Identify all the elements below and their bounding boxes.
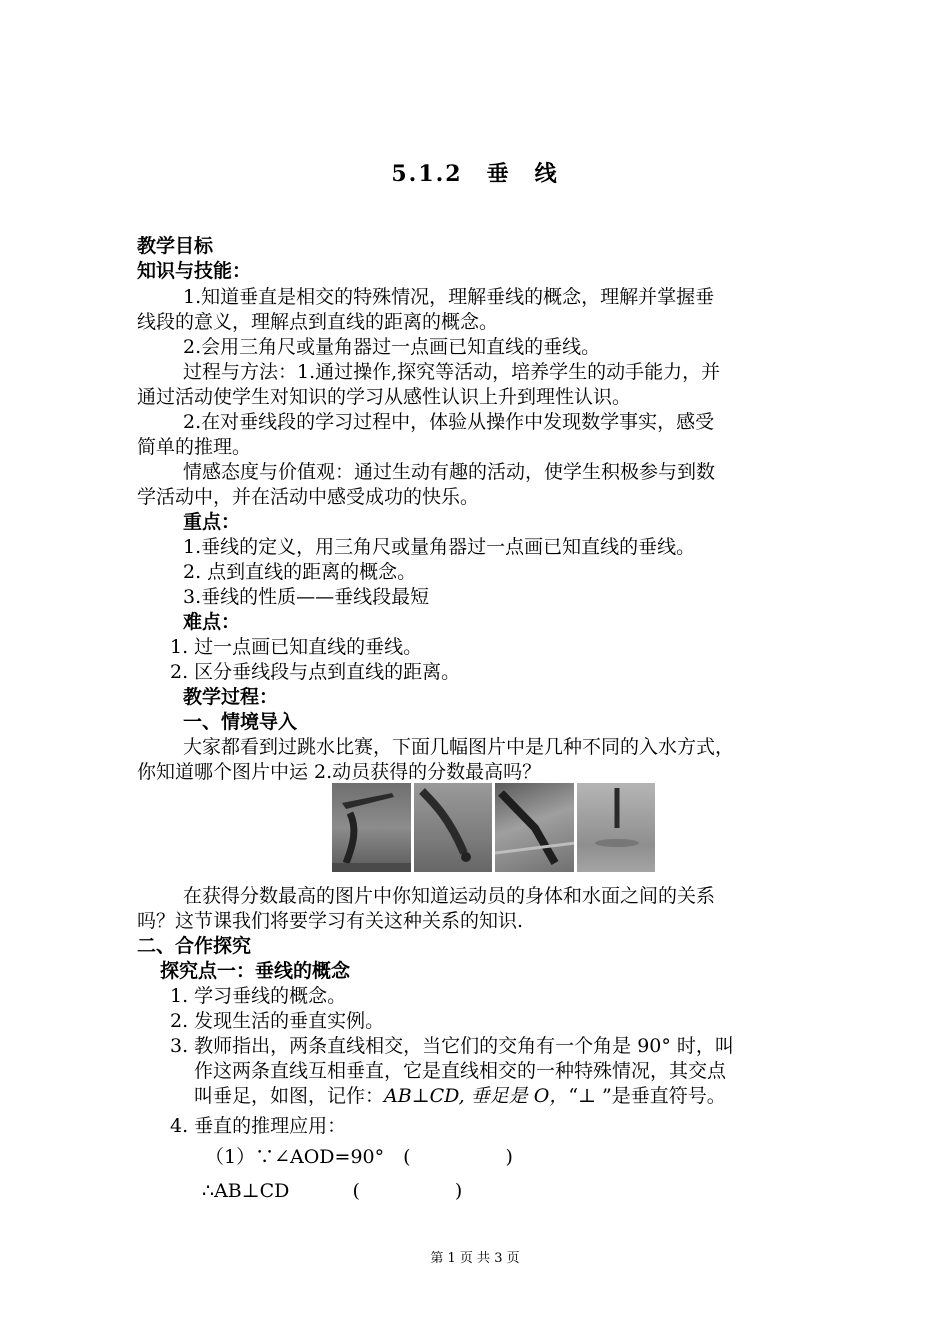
paragraph: 通过活动使学生对知识的学习从感性认识上升到理性认识。 [137, 386, 632, 408]
diving-photo-4 [577, 783, 656, 872]
reasoning-line: ∴AB⊥CD ( ) [202, 1180, 463, 1202]
page-title: 5.1.2 垂 线 [391, 161, 559, 187]
list-item-continuation: 作这两条直线互相垂直，它是直线相交的一种特殊情况，其交点 [194, 1060, 727, 1082]
notation-text: 叫垂足，如图，记作： [194, 1085, 385, 1107]
paragraph: 吗？这节课我们将要学习有关这种关系的知识. [137, 910, 524, 932]
list-item: 1. 学习垂线的概念。 [170, 985, 347, 1007]
subheading-knowledge: 知识与技能： [137, 260, 252, 282]
paragraph: 学活动中，并在活动中感受成功的快乐。 [137, 486, 480, 508]
notation-formula: AB⊥CD, 垂足是 O， [384, 1085, 569, 1107]
paragraph: 线段的意义，理解点到直线的距离的概念。 [137, 311, 499, 333]
paragraph: 在获得分数最高的图片中你知道运动员的身体和水面之间的关系 [183, 885, 716, 907]
subheading-key-points: 重点： [183, 511, 241, 533]
list-item: 2. 点到直线的距离的概念。 [183, 561, 417, 583]
list-item-continuation [194, 1084, 726, 1108]
page-footer: 第 1 页 共 3 页 [430, 1251, 520, 1266]
reasoning-line: （1）∵∠AOD=90° ( ) [205, 1146, 513, 1168]
paragraph: 你知道哪个图片中运 2.动员获得的分数最高吗？ [137, 761, 542, 783]
list-item: 3. 教师指出，两条直线相交，当它们的交角有一个角是 90° 时，叫 [170, 1035, 734, 1057]
list-item: 3.垂线的性质——垂线段最短 [183, 586, 430, 608]
paragraph: 大家都看到过跳水比赛，下面几幅图片中是几种不同的入水方式， [183, 736, 735, 758]
list-item: 1.垂线的定义，用三角尺或量角器过一点画已知直线的垂线。 [183, 536, 696, 558]
list-item: 4. 垂直的推理应用： [170, 1115, 347, 1137]
section-heading-intro: 一、情境导入 [183, 711, 298, 733]
diving-photos [332, 783, 655, 872]
subheading-difficulties: 难点： [183, 611, 241, 633]
diving-photo-3 [495, 783, 574, 872]
section-heading-explore: 二、合作探究 [137, 935, 252, 957]
paragraph: 2.在对垂线段的学习过程中，体验从操作中发现数学事实，感受 [183, 411, 715, 433]
section-heading-objectives: 教学目标 [137, 235, 214, 257]
list-item: 2. 发现生活的垂直实例。 [170, 1010, 385, 1032]
list-item: 1. 过一点画已知直线的垂线。 [170, 636, 423, 658]
subheading-explore-point: 探究点一：垂线的概念 [160, 960, 351, 982]
list-item: 2. 区分垂线段与点到直线的距离。 [170, 661, 461, 683]
paragraph: 情感态度与价值观：通过生动有趣的活动，使学生积极参与到数 [183, 461, 716, 483]
paragraph: 2.会用三角尺或量角器过一点画已知直线的垂线。 [183, 336, 601, 358]
diving-photo-1 [332, 783, 411, 872]
diving-photo-2 [414, 783, 493, 872]
paragraph: 过程与方法：1.通过操作,探究等活动，培养学生的动手能力，并 [183, 361, 721, 383]
paragraph: 简单的推理。 [137, 436, 252, 458]
notation-text: “⊥ ”是垂直符号。 [568, 1085, 726, 1107]
subheading-process: 教学过程： [183, 686, 279, 708]
paragraph: 1.知道垂直是相交的特殊情况，理解垂线的概念，理解并掌握垂 [183, 286, 715, 308]
